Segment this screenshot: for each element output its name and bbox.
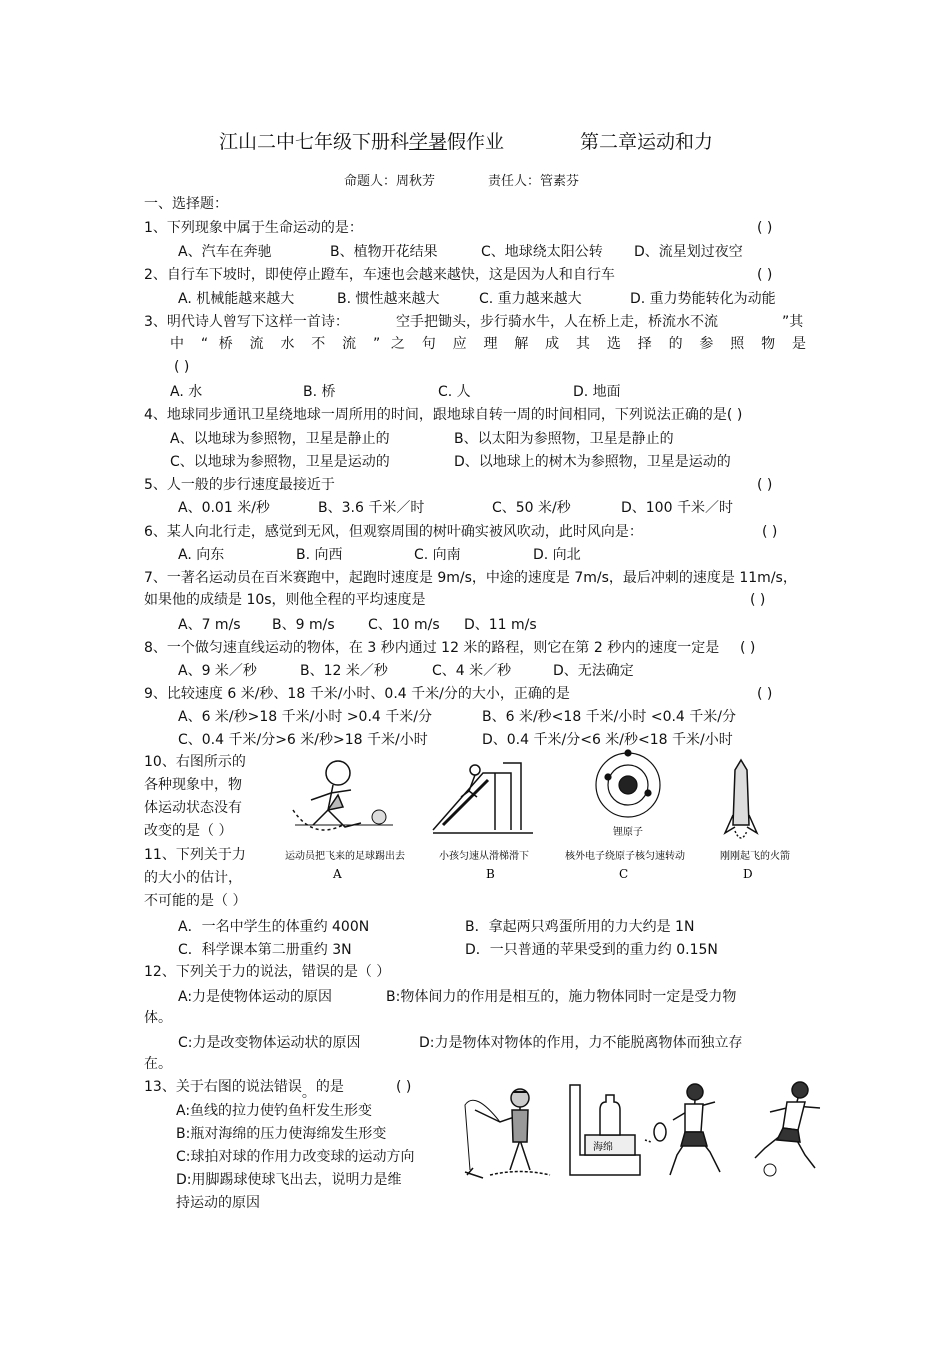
q13-option-d: D:用脚踢球使球飞出去，说明力是维 xyxy=(176,1172,402,1188)
q4-stem: 4、地球同步通讯卫星绕地球一周所用的时间，跟地球自转一周的时间相同，下列说法正确的是( ) xyxy=(144,407,743,423)
q6-option-c: C. 向南 xyxy=(414,547,461,563)
figure-b-slide xyxy=(433,763,533,833)
author-line: 命题人：周秋芳 xyxy=(344,174,436,189)
q6-bracket: ( ) xyxy=(762,524,778,540)
figure-soccer-ball xyxy=(764,1164,776,1176)
q2-option-a: A. 机械能越来越大 xyxy=(178,291,295,307)
q5-option-b: B、3.6 千米／时 xyxy=(318,500,425,516)
q8-option-b: B、12 米／秒 xyxy=(300,663,388,679)
q13-option-a: A:鱼线的拉力使钓鱼杆发生形变 xyxy=(176,1103,373,1119)
figure-b-label: B xyxy=(486,867,495,881)
q13-option-c: C:球拍对球的作用力改变球的运动方向 xyxy=(176,1149,415,1165)
q11-option-a: A．一名中学生的体重约 400N xyxy=(178,919,370,935)
q11-line-1: 11、下列关于力 xyxy=(144,847,246,863)
q2-option-c: C. 重力越来越大 xyxy=(479,291,582,307)
q3-option-a: A. 水 xyxy=(170,384,203,400)
figure-a-caption: 运动员把飞来的足球踢出去 xyxy=(285,851,405,862)
q7-option-b: B、9 m/s xyxy=(272,617,335,633)
q8-option-c: C、4 米／秒 xyxy=(432,663,512,679)
q11-option-c: C．科学课本第二册重约 3N xyxy=(178,942,352,958)
q1-option-c: C、地球绕太阳公转 xyxy=(481,244,603,260)
q8-bracket: ( ) xyxy=(740,640,756,656)
q12-option-c: C:力是改变物体运动状的原因 xyxy=(178,1035,361,1051)
q3-stem-1: 3、明代诗人曾写下这样一首诗： xyxy=(144,314,349,330)
q12-option-b: B:物体间力的作用是相互的，施力物体同时一定是受力物 xyxy=(386,989,737,1005)
figure-a-label: A xyxy=(333,867,342,881)
q13-option-d-cont: 持运动的原因 xyxy=(176,1195,260,1211)
figure-c-atom xyxy=(596,750,660,817)
q5-option-d: D、100 千米／时 xyxy=(621,500,733,516)
q11-line-2: 的大小的估计， xyxy=(144,870,242,886)
q8-option-a: A、9 米／秒 xyxy=(178,663,257,679)
q9-bracket: ( ) xyxy=(757,686,773,702)
q13-option-b: B:瓶对海绵的压力使海绵发生形变 xyxy=(176,1126,387,1142)
q10-line-3: 体运动状态没有 xyxy=(144,800,242,816)
q13-bracket: ( ) xyxy=(396,1079,412,1095)
q3-option-d: D. 地面 xyxy=(573,384,621,400)
section-heading: 一、选择题： xyxy=(144,196,228,212)
q7-stem-1: 7、一著名运动员在百米赛跑中，起跑时速度是 9m/s，中途的速度是 7m/s，最后冲刺的速度是 11m/s， xyxy=(144,570,797,586)
q3-option-b: B. 桥 xyxy=(303,384,336,400)
q12-option-d: D:力是物体对物体的作用，力不能脱离物体而独立存 xyxy=(419,1035,743,1051)
title-part-1: 江山二中七年级下册科 xyxy=(219,131,410,153)
q4-option-a: A、以地球为参照物，卫星是静止的 xyxy=(170,431,390,447)
figure-tennis-player xyxy=(645,1084,720,1175)
figure-fisherman xyxy=(465,1089,550,1178)
q9-stem: 9、比较速度 6 米/秒、18 千米/小时、0.4 千米/分的大小，正确的是 xyxy=(144,686,570,702)
q6-option-a: A. 向东 xyxy=(178,547,225,563)
q13-stem-text: 13、关于右图的说法错误 xyxy=(144,1079,302,1095)
q2-stem: 2、自行车下坡时，即使停止蹬车，车速也会越来越快，这是因为人和自行车 xyxy=(144,267,615,283)
chapter-title: 第二章运动和力 xyxy=(580,131,714,153)
q9-option-d: D、0.4 千米/分<6 米/秒<18 千米/小时 xyxy=(482,732,733,748)
figure-d-label: D xyxy=(743,867,753,881)
q13-figure xyxy=(465,1080,835,1190)
q10-line-2: 各种现象中，物 xyxy=(144,777,242,793)
q8-stem: 8、一个做匀速直线运动的物体，在 3 秒内通过 12 米的路程，则它在第 2 秒内的速度一定是 xyxy=(144,640,720,656)
figure-c-label: 锂原子 xyxy=(613,827,643,838)
q7-option-d: D、11 m/s xyxy=(464,617,537,633)
page-title xyxy=(219,130,504,154)
q11-option-d: D．一只普通的苹果受到的重力约 0.15N xyxy=(465,942,718,958)
q4-option-c: C、以地球为参照物，卫星是运动的 xyxy=(170,454,390,470)
figure-soccer-kicker xyxy=(755,1082,820,1168)
q9-option-c: C、0.4 千米/分>6 米/秒>18 千米/小时 xyxy=(178,732,428,748)
q2-option-d: D. 重力势能转化为动能 xyxy=(630,291,776,307)
q12-option-a: A:力是使物体运动的原因 xyxy=(178,989,333,1005)
q4-option-b: B、以太阳为参照物，卫星是静止的 xyxy=(454,431,674,447)
figure-c-caption: 核外电子绕原子核匀速转动 xyxy=(565,851,685,862)
q7-option-c: C、10 m/s xyxy=(368,617,440,633)
q1-option-d: D、流星划过夜空 xyxy=(634,244,743,260)
q9-option-a: A、6 米/秒>18 千米/小时 >0.4 千米/分 xyxy=(178,709,432,725)
q11-option-b: B．拿起两只鸡蛋所用的力大约是 1N xyxy=(465,919,695,935)
q8-option-d: D、无法确定 xyxy=(553,663,634,679)
q5-stem: 5、人一般的步行速度最接近于 xyxy=(144,477,335,493)
q5-option-c: C、50 米/秒 xyxy=(492,500,571,516)
q13-emphasis-dot: 。 xyxy=(301,1085,316,1101)
figure-d-rocket xyxy=(725,760,757,838)
q7-stem-2: 如果他的成绩是 10s，则他全程的平均速度是 xyxy=(144,592,426,608)
q3-bracket: ( ) xyxy=(174,359,190,375)
title-part-2: 学暑 xyxy=(409,131,448,153)
q7-bracket: ( ) xyxy=(750,592,766,608)
q3-stem-3: ”其 xyxy=(782,314,804,330)
q3-stem-2: 空手把锄头，步行骑水牛，人在桥上走，桥流水不流 xyxy=(396,314,718,330)
q6-option-b: B. 向西 xyxy=(296,547,343,563)
q5-bracket: ( ) xyxy=(757,477,773,493)
q4-option-d: D、以地球上的树木为参照物，卫星是运动的 xyxy=(454,454,731,470)
q12-option-d-cont: 在。 xyxy=(144,1056,172,1072)
q9-option-b: B、6 米/秒<18 千米/小时 <0.4 千米/分 xyxy=(482,709,737,725)
sponge-label: 海绵 xyxy=(593,1142,613,1153)
q12-stem: 12、下列关于力的说法，错误的是（ ） xyxy=(144,964,391,980)
q2-option-b: B. 惯性越来越大 xyxy=(337,291,440,307)
q13-stem-end: 的是 xyxy=(315,1079,344,1095)
q1-stem: 1、下列现象中属于生命运动的是： xyxy=(144,220,363,236)
figure-a-ball xyxy=(372,810,386,824)
q1-option-a: A、汽车在奔驰 xyxy=(178,244,272,260)
figure-bottle-sponge xyxy=(570,1085,640,1175)
q7-option-a: A、7 m/s xyxy=(178,617,241,633)
figure-c-letter: C xyxy=(619,867,629,881)
figure-d-caption: 刚刚起飞的火箭 xyxy=(720,851,790,862)
q11-line-3: 不可能的是（ ） xyxy=(144,893,247,909)
q6-option-d: D. 向北 xyxy=(533,547,581,563)
q10-figure xyxy=(283,755,803,885)
q12-option-b-cont: 体。 xyxy=(144,1010,172,1026)
q13-stem xyxy=(144,1078,344,1101)
figure-b-caption: 小孩匀速从滑梯滑下 xyxy=(439,851,529,862)
q3-option-c: C. 人 xyxy=(438,384,471,400)
q10-line-1: 10、右图所示的 xyxy=(144,754,246,770)
q1-option-b: B、植物开花结果 xyxy=(330,244,438,260)
title-part-3: 假作业 xyxy=(447,131,505,153)
q2-bracket: ( ) xyxy=(757,267,773,283)
q10-line-4: 改变的是（ ） xyxy=(144,823,233,839)
q6-stem: 6、某人向北行走，感觉到无风，但观察周围的树叶确实被风吹动，此时风向是： xyxy=(144,524,643,540)
q1-bracket: ( ) xyxy=(757,220,773,236)
q5-option-a: A、0.01 米/秒 xyxy=(178,500,270,516)
responsible-line: 责任人：管素芬 xyxy=(488,174,580,189)
q3-stem-4: 中 “ 桥 流 水 不 流 ” 之 句 应 理 解 成 其 选 择 的 参 照 物 是 xyxy=(170,336,806,352)
